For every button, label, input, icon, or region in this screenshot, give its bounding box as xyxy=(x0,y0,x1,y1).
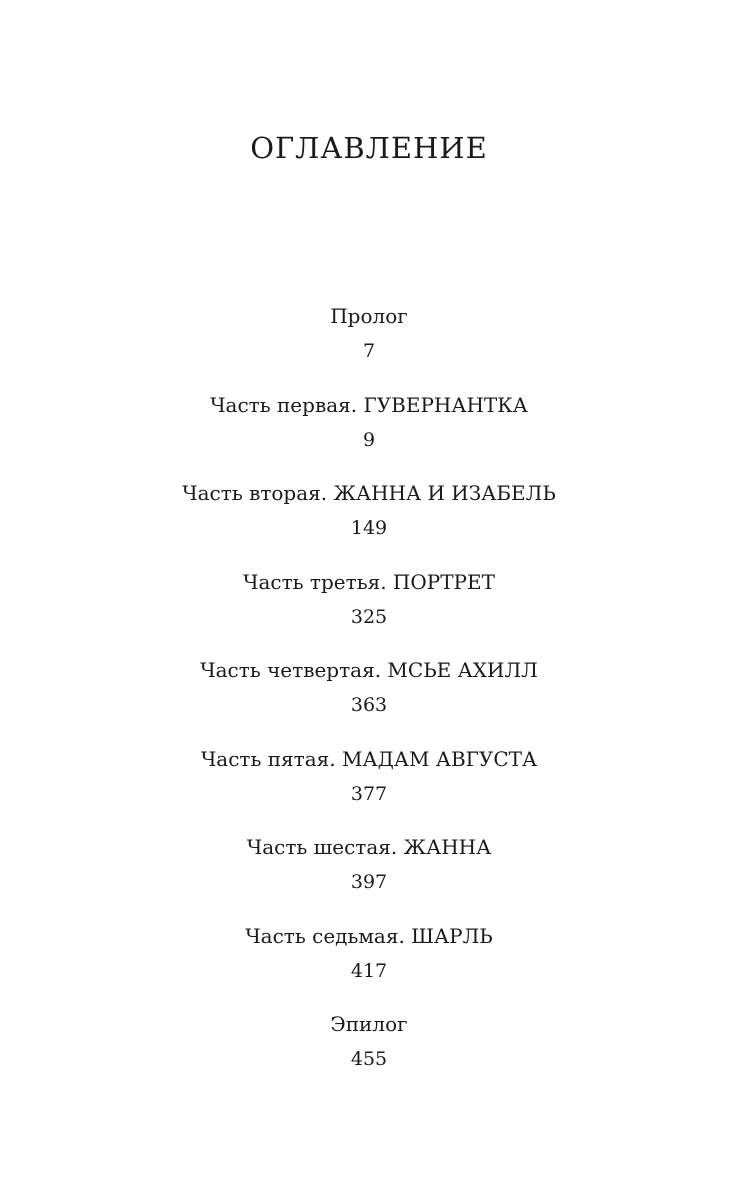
toc-entry-part-6 xyxy=(0,832,738,921)
toc-entry-part-3 xyxy=(0,567,738,656)
toc-entry-page-number: 7 xyxy=(362,340,376,362)
toc-entry-title: Часть шестая. ЖАННА xyxy=(246,835,492,859)
toc-entry-title: Эпилог xyxy=(330,1012,408,1036)
toc-entry-page-number: 377 xyxy=(350,782,388,805)
toc-entry-title: Часть пятая. МАДАМ АВГУСТА xyxy=(200,746,538,771)
toc-entry-title: Часть седьмая. ШАРЛЬ xyxy=(245,923,493,948)
toc-entry-part-1 xyxy=(0,390,738,479)
toc-entry-part-7 xyxy=(0,921,738,1010)
toc-entry-part-2 xyxy=(0,478,738,567)
toc-entry-title: Пролог xyxy=(330,304,408,328)
toc-entry-part-4 xyxy=(0,655,738,744)
toc-entry-page-number: 149 xyxy=(350,517,388,539)
toc-list xyxy=(0,301,738,1098)
toc-entry-prologue xyxy=(0,301,738,390)
toc-entry-page-number: 397 xyxy=(350,871,388,893)
toc-entry-epilogue xyxy=(0,1009,738,1098)
toc-entry-title: Часть первая. ГУВЕРНАНТКА xyxy=(210,392,528,417)
page-title: ОГЛАВЛЕНИЕ xyxy=(250,131,488,165)
toc-entry-title: Часть третья. ПОРТРЕТ xyxy=(243,569,495,594)
toc-entry-title: Часть вторая. ЖАННА И ИЗАБЕЛЬ xyxy=(182,481,556,505)
toc-entry-title: Часть четвертая. МСЬЕ АХИЛЛ xyxy=(200,658,538,682)
toc-entry-page-number: 417 xyxy=(350,959,388,982)
toc-entry-part-5 xyxy=(0,744,738,833)
toc-entry-page-number: 9 xyxy=(362,428,376,451)
toc-entry-page-number: 363 xyxy=(350,694,388,716)
toc-entry-page-number: 325 xyxy=(350,605,388,628)
toc-entry-page-number: 455 xyxy=(350,1048,388,1070)
